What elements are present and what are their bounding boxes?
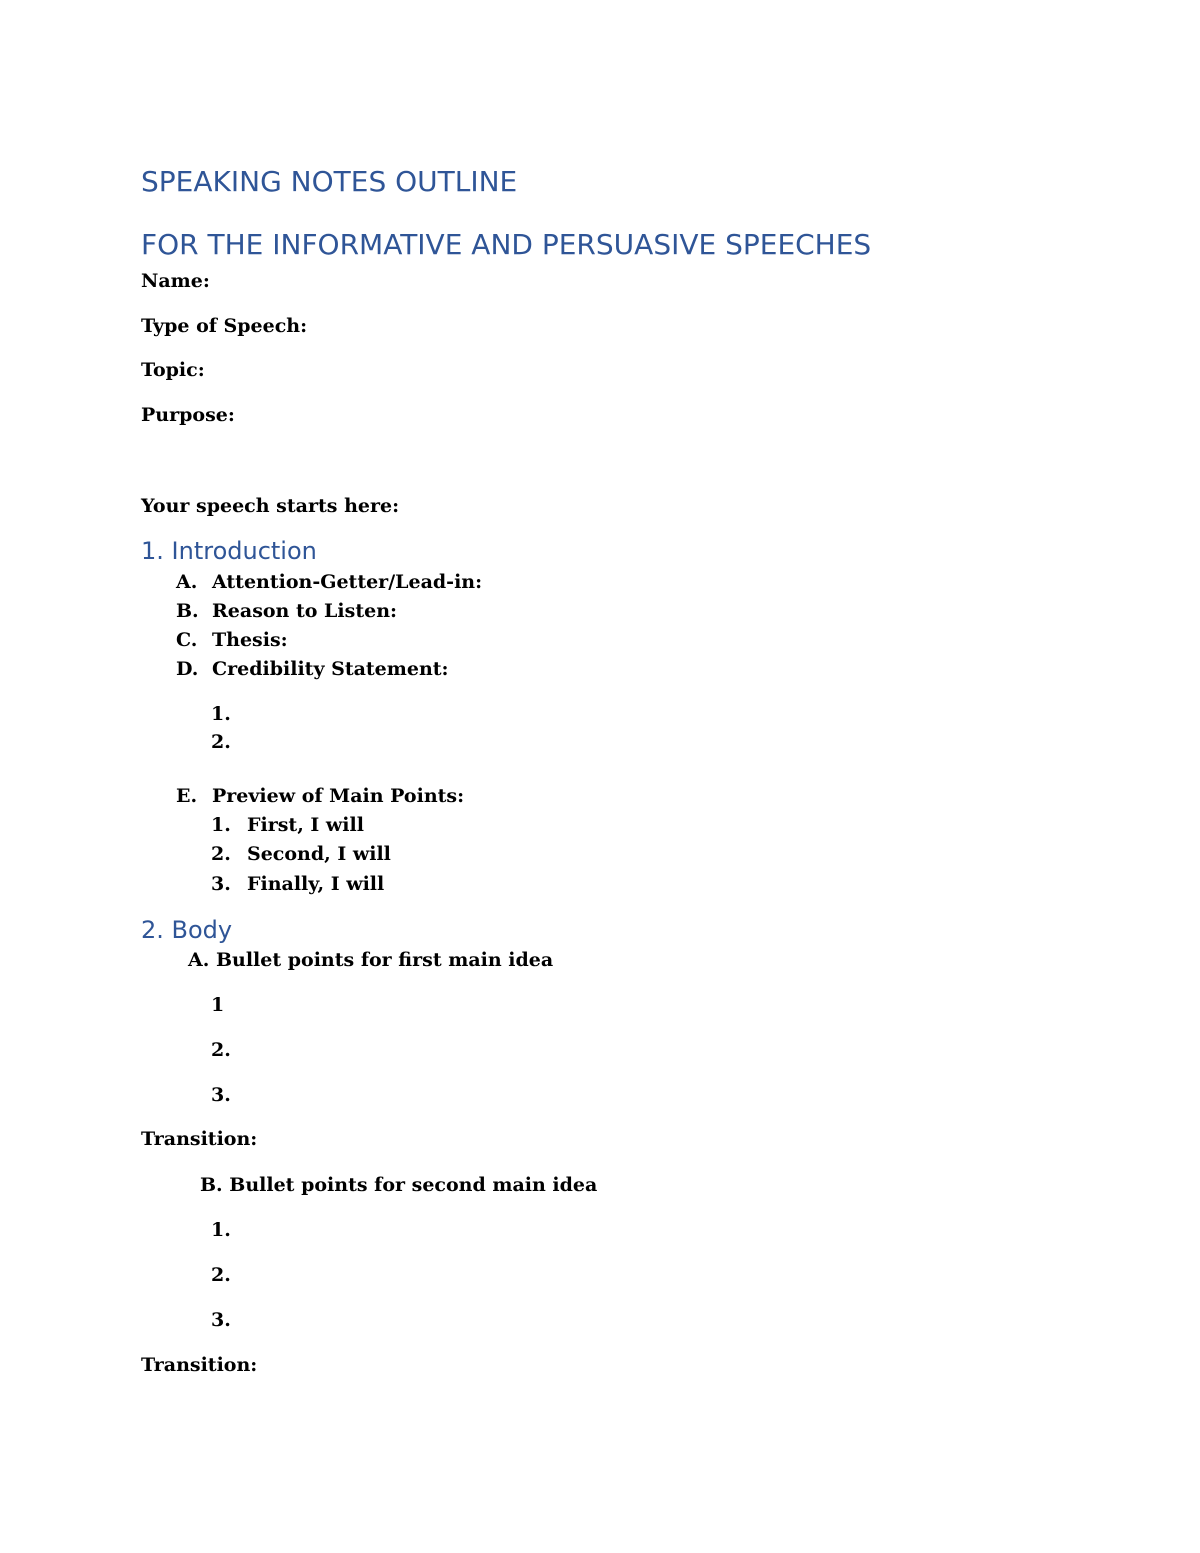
intro-item-credibility (176, 660, 449, 679)
list-item-text: Credibility Statement: (212, 658, 449, 680)
list-item-text: Attention-Getter/Lead-in: (212, 571, 483, 593)
list-marker: E. (176, 785, 198, 807)
intro-item-reason-to-listen (176, 602, 397, 621)
transition-label-2: Transition: (141, 1354, 258, 1376)
credibility-subitem-1: 1. (211, 703, 231, 725)
preview-subitem-finally (211, 875, 384, 894)
list-item-text: Finally, I will (247, 873, 385, 895)
preview-subitem-first (211, 816, 364, 835)
document-subtitle: FOR THE INFORMATIVE AND PERSUASIVE SPEECHES (141, 228, 872, 261)
transition-label-1: Transition: (141, 1128, 258, 1150)
list-marker: A. (176, 571, 198, 593)
speech-start-label: Your speech starts here: (141, 495, 400, 517)
list-marker: B. (176, 600, 199, 622)
field-name-label: Name: (141, 270, 210, 292)
body-point-a: A. Bullet points for first main idea (188, 949, 554, 971)
list-marker: 2. (211, 843, 231, 865)
credibility-subitem-2: 2. (211, 731, 231, 753)
list-marker: D. (176, 658, 199, 680)
list-marker: 3. (211, 873, 231, 895)
intro-item-attention-getter (176, 573, 482, 592)
list-marker: 1. (211, 814, 231, 836)
field-type-of-speech-label: Type of Speech: (141, 315, 308, 337)
body-point-b: B. Bullet points for second main idea (200, 1174, 598, 1196)
point-a-subitem-3: 3. (211, 1084, 231, 1106)
field-topic-label: Topic: (141, 359, 205, 381)
document-title: SPEAKING NOTES OUTLINE (141, 165, 518, 198)
point-a-subitem-1: 1 (211, 994, 225, 1016)
list-item-text: First, I will (247, 814, 364, 836)
intro-item-preview (176, 787, 464, 806)
list-marker: C. (176, 629, 198, 651)
list-item-text: Preview of Main Points: (212, 785, 465, 807)
list-item-text: Thesis: (212, 629, 288, 651)
field-purpose-label: Purpose: (141, 404, 235, 426)
point-b-subitem-2: 2. (211, 1264, 231, 1286)
preview-subitem-second (211, 845, 391, 864)
list-item-text: Second, I will (247, 843, 391, 865)
point-b-subitem-1: 1. (211, 1219, 231, 1241)
point-b-subitem-3: 3. (211, 1309, 231, 1331)
body-heading: 2. Body (141, 916, 233, 944)
intro-item-thesis (176, 631, 288, 650)
introduction-heading: 1. Introduction (141, 537, 317, 565)
point-a-subitem-2: 2. (211, 1039, 231, 1061)
list-item-text: Reason to Listen: (212, 600, 398, 622)
